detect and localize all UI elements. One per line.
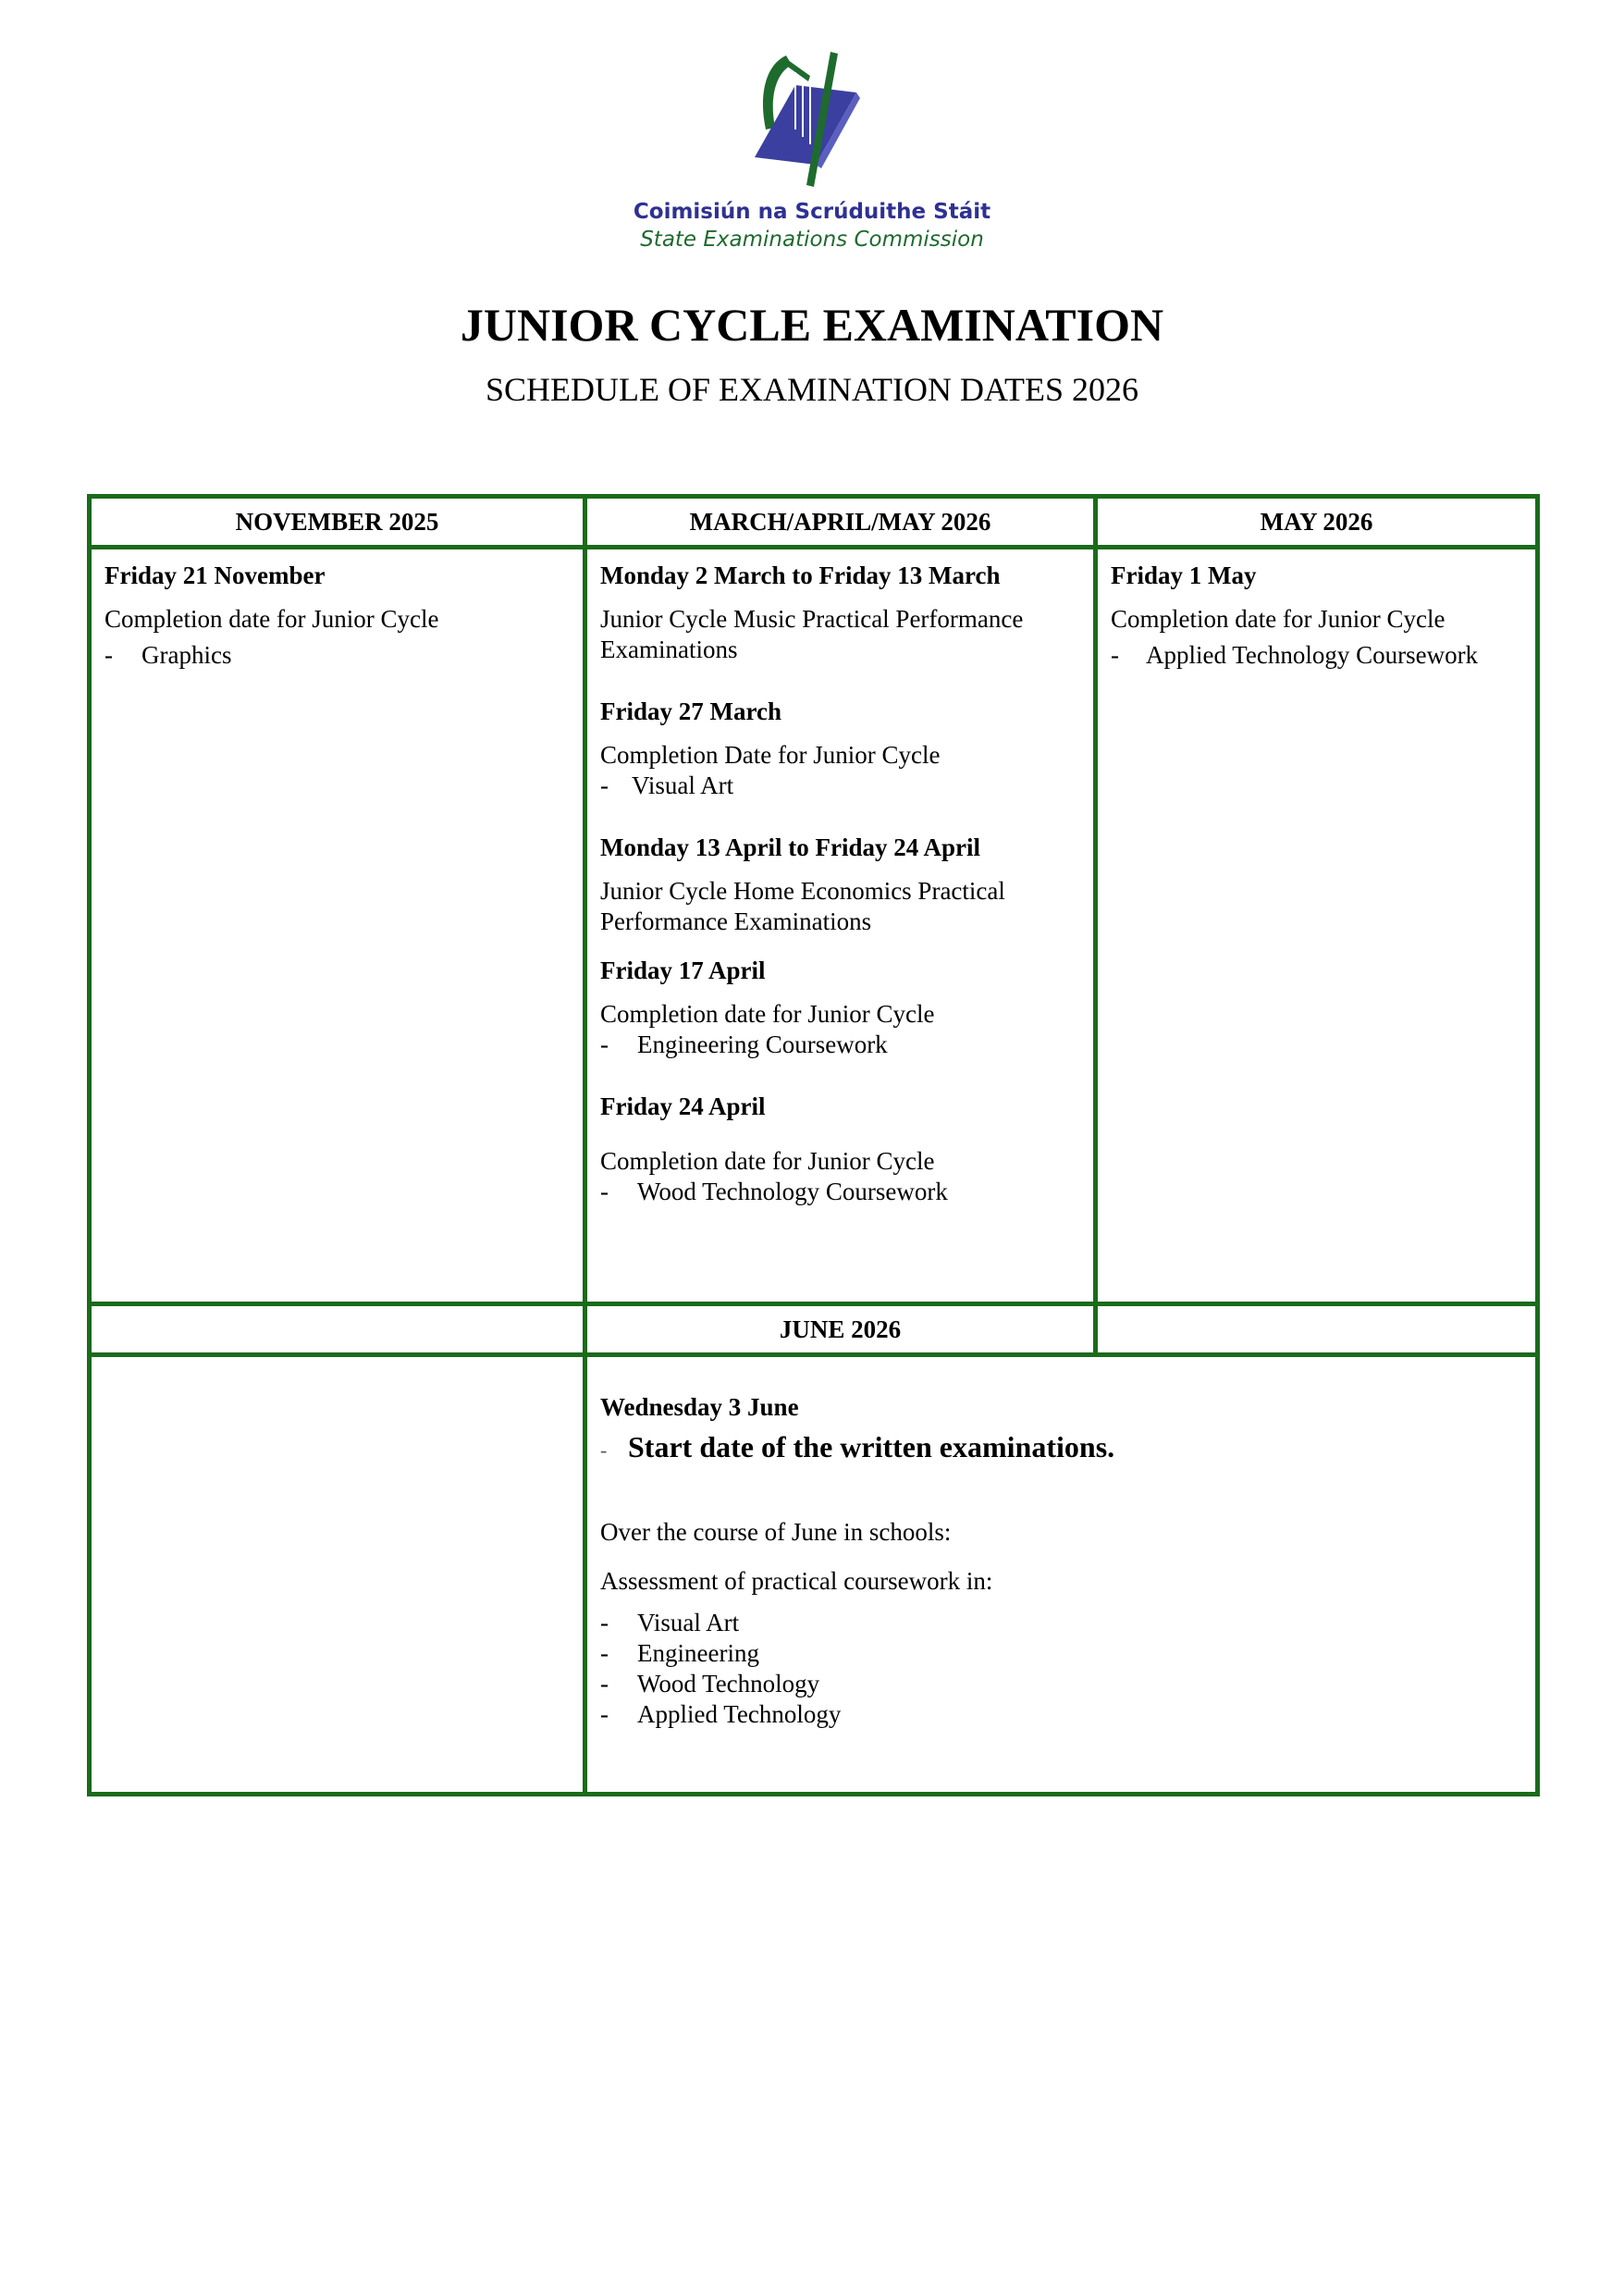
nov-item: - Graphics: [105, 641, 232, 669]
header-november: NOVEMBER 2025: [90, 497, 585, 548]
march-cell: [585, 548, 1096, 1304]
june-empty-cell: [90, 1355, 585, 1795]
header-row: [90, 497, 1538, 548]
june-header-row: [90, 1304, 1538, 1355]
mar-desc-5: Completion date for Junior Cycle: [600, 1147, 935, 1175]
mar-date-1: Monday 2 March to Friday 13 March: [600, 562, 1001, 589]
june-header-empty-right: [1096, 1304, 1538, 1355]
logo-irish-name: Coimisiún na Scrúduithe Stáit: [633, 200, 991, 224]
mar-date-2: Friday 27 March: [600, 697, 781, 725]
mar-date-5: Friday 24 April: [600, 1092, 766, 1120]
mar-date-4: Friday 17 April: [600, 957, 766, 984]
june-header-empty-left: [90, 1304, 585, 1355]
may-desc: Completion date for Junior Cycle: [1111, 605, 1446, 633]
nov-date: Friday 21 November: [105, 562, 326, 589]
june-item: - Applied Technology: [600, 1700, 842, 1728]
nov-desc: Completion date for Junior Cycle: [105, 605, 439, 633]
may-date: Friday 1 May: [1111, 562, 1257, 589]
june-item: - Engineering: [600, 1639, 759, 1667]
header-june: JUNE 2026: [585, 1304, 1096, 1355]
mar-desc-4: Completion date for Junior Cycle: [600, 1000, 935, 1028]
june-item: - Wood Technology: [600, 1670, 820, 1697]
june-cell: [585, 1355, 1538, 1795]
sec-logo: [618, 48, 1006, 263]
mar-desc-3: Junior Cycle Home Economics Practical Performance Examinations: [600, 877, 1005, 935]
june-assess: Assessment of practical coursework in:: [600, 1567, 993, 1595]
mar-desc-1: Junior Cycle Music Practical Performance Examinations: [600, 605, 1024, 663]
june-item-list: [600, 1608, 1522, 1730]
june-date: Wednesday 3 June: [600, 1393, 799, 1421]
mar-item-4: - Engineering Coursework: [600, 1031, 888, 1058]
june-row: [90, 1355, 1538, 1795]
mar-date-3: Monday 13 April to Friday 24 April: [600, 833, 981, 861]
mar-item-5: - Wood Technology Coursework: [600, 1178, 948, 1205]
november-cell: [90, 548, 585, 1304]
harp-book-icon: [738, 48, 886, 196]
page-title: JUNIOR CYCLE EXAMINATION: [460, 299, 1164, 351]
june-item: - Visual Art: [600, 1609, 740, 1636]
header-may: MAY 2026: [1096, 497, 1538, 548]
logo-english-name: State Examinations Commission: [640, 228, 984, 252]
june-over: Over the course of June in schools:: [600, 1518, 952, 1546]
june-start: - Start date of the written examinations.: [600, 1430, 1115, 1463]
header-march-april-may: MARCH/APRIL/MAY 2026: [585, 497, 1096, 548]
mar-item-2: - Visual Art: [600, 772, 734, 799]
page-subtitle: SCHEDULE OF EXAMINATION DATES 2026: [486, 371, 1138, 408]
dates-row: [90, 548, 1538, 1304]
schedule-table: [87, 494, 1540, 1796]
mar-desc-2: Completion Date for Junior Cycle: [600, 741, 941, 769]
may-cell: [1096, 548, 1538, 1304]
may-item: - Applied Technology Coursework: [1111, 641, 1479, 669]
